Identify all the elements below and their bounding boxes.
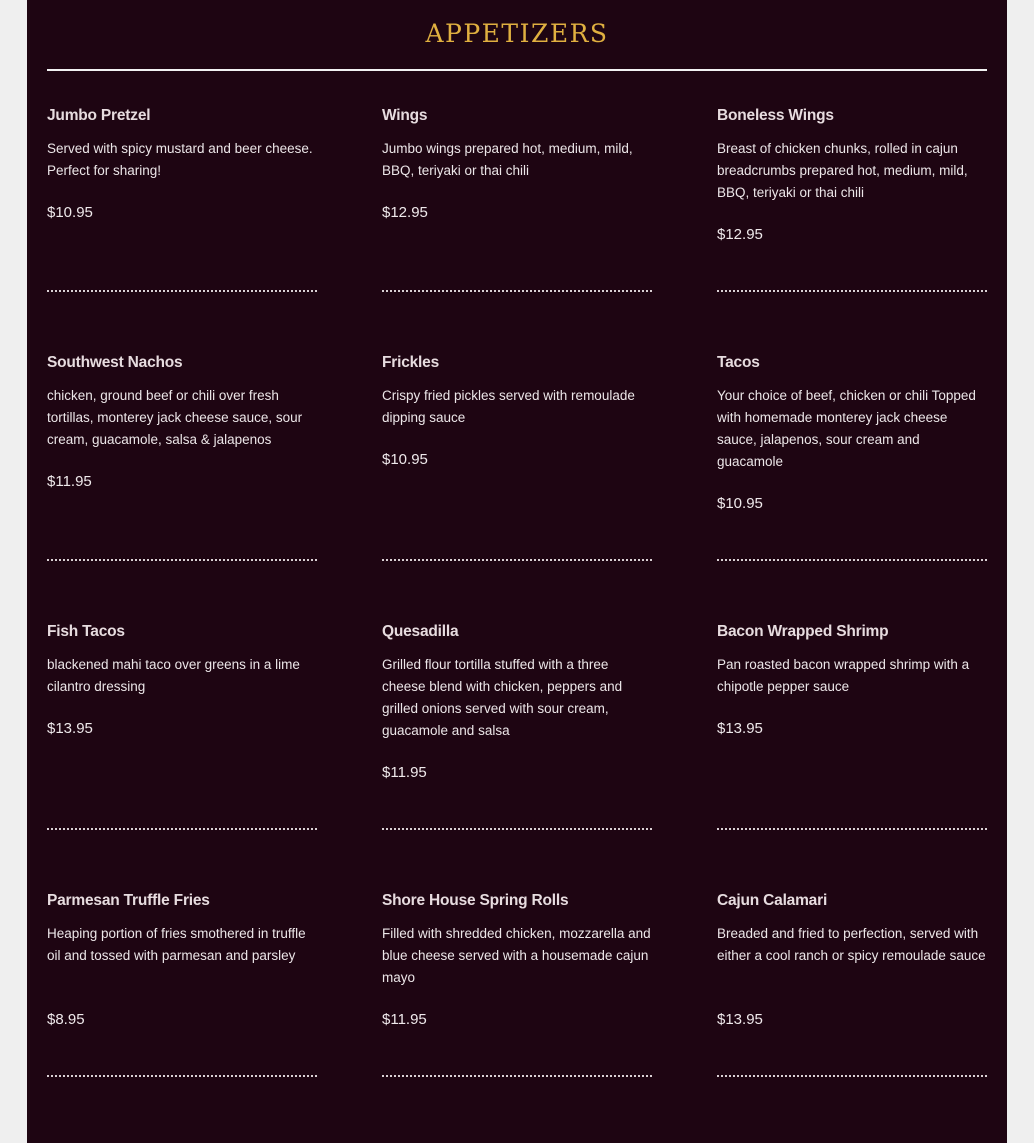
menu-item-name: Frickles (382, 354, 439, 371)
menu-item-description: Breaded and fried to perfection, served with either a cool ranch or spicy remoulade sauce (717, 926, 986, 963)
dotted-divider (382, 828, 652, 830)
title-divider (47, 69, 987, 71)
dotted-divider (717, 559, 987, 561)
dotted-divider (717, 828, 987, 830)
menu-item-price: $13.95 (717, 720, 763, 737)
dotted-divider (382, 559, 652, 561)
menu-item-name: Quesadilla (382, 623, 459, 640)
menu-item-price: $11.95 (382, 764, 427, 781)
dotted-divider (382, 1075, 652, 1077)
menu-item-description: Served with spicy mustard and beer cheese. Perfect for sharing! (47, 141, 313, 178)
menu-item-name: Southwest Nachos (47, 354, 183, 371)
menu-item-description: Breast of chicken chunks, rolled in cajun breadcrumbs prepared hot, medium, mild, BBQ, teriyaki or thai chili (717, 141, 968, 200)
dotted-divider (47, 290, 317, 292)
menu-item-name: Boneless Wings (717, 107, 834, 124)
menu-item-description: Your choice of beef, chicken or chili Topped with homemade monterey jack cheese sauce, jalapenos, sour cream and guacamole (717, 388, 976, 469)
menu-item-price: $12.95 (382, 204, 428, 221)
menu-item-description: Grilled flour tortilla stuffed with a three cheese blend with chicken, peppers and grilled onions served with sour cream, guacamole and salsa (382, 657, 623, 738)
menu-panel (27, 0, 1007, 1143)
menu-item-price: $11.95 (47, 473, 92, 490)
menu-item-price: $13.95 (47, 720, 93, 737)
menu-item-price: $8.95 (47, 1011, 85, 1028)
menu-item-name: Shore House Spring Rolls (382, 892, 569, 909)
menu-item-name: Tacos (717, 354, 760, 371)
menu-item-description: Jumbo wings prepared hot, medium, mild, BBQ, teriyaki or thai chili (382, 141, 633, 178)
dotted-divider (717, 1075, 987, 1077)
menu-item-name: Cajun Calamari (717, 892, 828, 909)
dotted-divider (382, 290, 652, 292)
menu-item-name: Jumbo Pretzel (47, 107, 151, 124)
dotted-divider (47, 1075, 317, 1077)
menu-item-name: Parmesan Truffle Fries (47, 892, 210, 909)
menu-item-description: Filled with shredded chicken, mozzarella and blue cheese served with a housemade cajun mayo (382, 926, 651, 985)
menu-item-price: $13.95 (717, 1011, 763, 1028)
menu-item-price: $10.95 (382, 451, 428, 468)
menu-item-description: Crispy fried pickles served with remoulade dipping sauce (382, 388, 635, 425)
menu-item-description: chicken, ground beef or chili over fresh tortillas, monterey jack cheese sauce, sour cream, guacamole, salsa & jalapenos (47, 388, 303, 447)
menu-item-name: Fish Tacos (47, 623, 125, 640)
section-title: APPETIZERS (425, 19, 609, 48)
menu-item-price: $10.95 (717, 495, 763, 512)
menu-item-price: $10.95 (47, 204, 93, 221)
dotted-divider (47, 828, 317, 830)
menu-item-description: Heaping portion of fries smothered in truffle oil and tossed with parmesan and parsley (47, 926, 306, 963)
menu-item-description: Pan roasted bacon wrapped shrimp with a chipotle pepper sauce (717, 657, 970, 694)
dotted-divider (47, 559, 317, 561)
menu-item-price: $11.95 (382, 1011, 427, 1028)
menu-item-name: Wings (382, 107, 428, 124)
dotted-divider (717, 290, 987, 292)
menu-item-description: blackened mahi taco over greens in a lime cilantro dressing (47, 657, 300, 694)
menu-item-price: $12.95 (717, 226, 763, 243)
menu-item-name: Bacon Wrapped Shrimp (717, 623, 889, 640)
